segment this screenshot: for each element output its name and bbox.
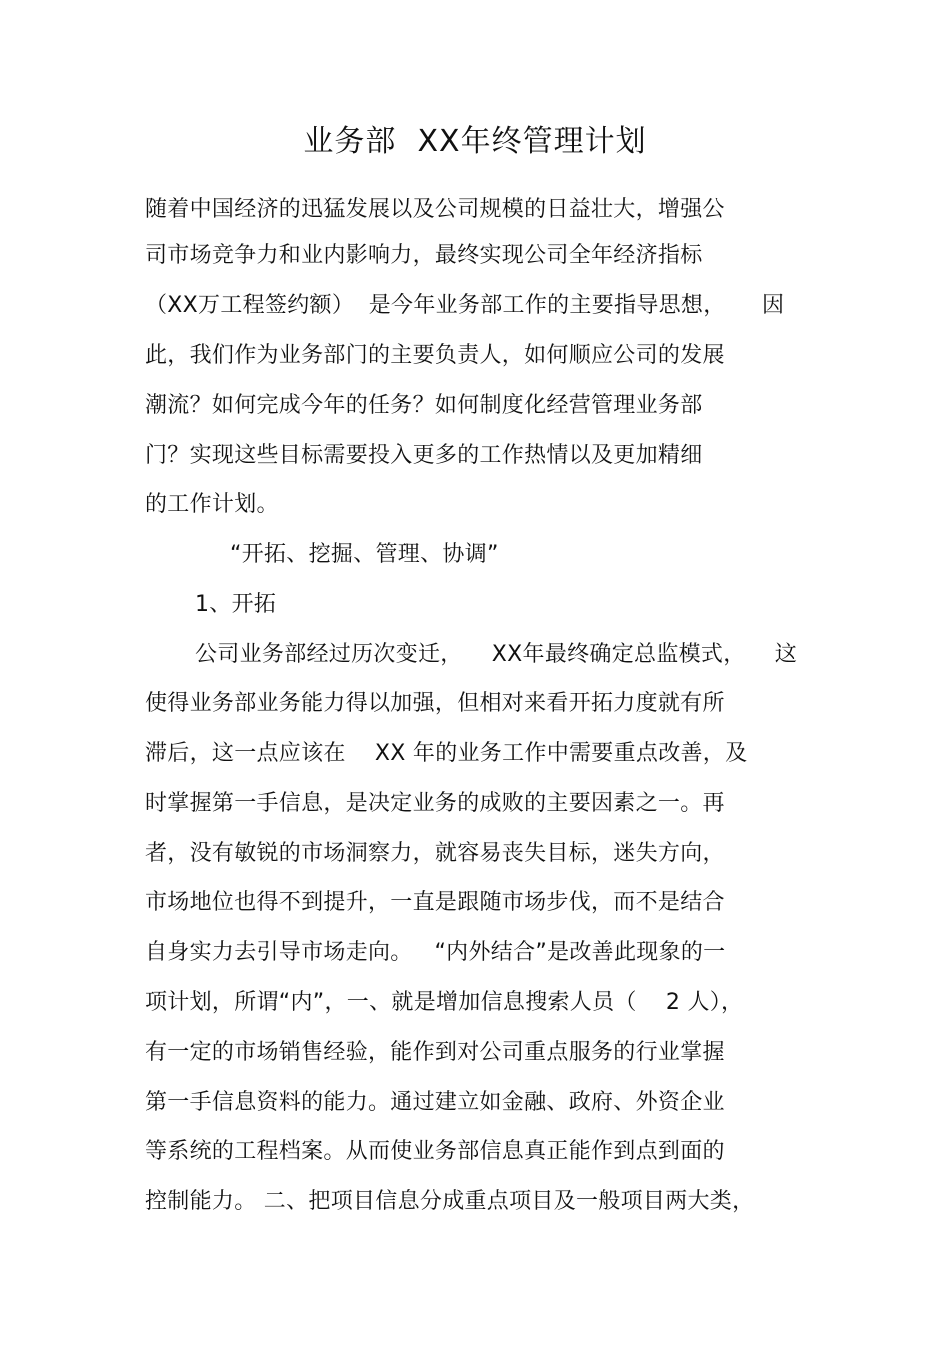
paragraph-line: 随着中国经济的迅猛发展以及公司规模的日益壮大，增强公 (145, 197, 725, 222)
paragraph-line: （XX万工程签约额） 是今年业务部工作的主要指导思想， 因 (145, 293, 785, 318)
paragraph-line: 控制能力。 二、把项目信息分成重点项目及一般项目两大类， (145, 1189, 755, 1214)
paragraph-line: 市场地位也得不到提升，一直是跟随市场步伐，而不是结合 (145, 890, 725, 915)
paragraph-line: 司市场竞争力和业内影响力，最终实现公司全年经济指标 (145, 243, 703, 268)
paragraph-line: 使得业务部业务能力得以加强，但相对来看开拓力度就有所 (145, 691, 725, 716)
paragraph-line: 潮流？如何完成今年的任务？如何制度化经营管理业务部 (145, 393, 703, 418)
section-heading: 1、开拓 (195, 592, 277, 617)
paragraph-line: 的工作计划。 (145, 492, 279, 517)
paragraph-line: 门？实现这些目标需要投入更多的工作热情以及更加精细 (145, 443, 703, 468)
paragraph-line: 时掌握第一手信息，是决定业务的成败的主要因素之一。再 (145, 791, 725, 816)
document-title: 业务部 XX年终管理计划 (303, 124, 647, 159)
paragraph-line: 自身实力去引导市场走向。 “内外结合”是改善此现象的一 (145, 940, 726, 965)
paragraph-line: 此，我们作为业务部门的主要负责人，如何顺应公司的发展 (145, 343, 725, 368)
section-motto: “开拓、挖掘、管理、协调” (230, 542, 499, 567)
paragraph-line: 第一手信息资料的能力。通过建立如金融、政府、外资企业 (145, 1090, 725, 1115)
paragraph-line: 公司业务部经过历次变迁， XX年最终确定总监模式， 这 (195, 642, 797, 667)
paragraph-line: 项计划，所谓“内”，一、就是增加信息搜索人员（ 2 人）， (145, 990, 744, 1015)
paragraph-line: 等系统的工程档案。从而使业务部信息真正能作到点到面的 (145, 1139, 725, 1164)
paragraph-line: 有一定的市场销售经验，能作到对公司重点服务的行业掌握 (145, 1040, 725, 1065)
paragraph-line: 滞后，这一点应该在 XX 年的业务工作中需要重点改善，及 (145, 741, 748, 766)
paragraph-line: 者，没有敏锐的市场洞察力，就容易丧失目标，迷失方向， (145, 841, 725, 866)
